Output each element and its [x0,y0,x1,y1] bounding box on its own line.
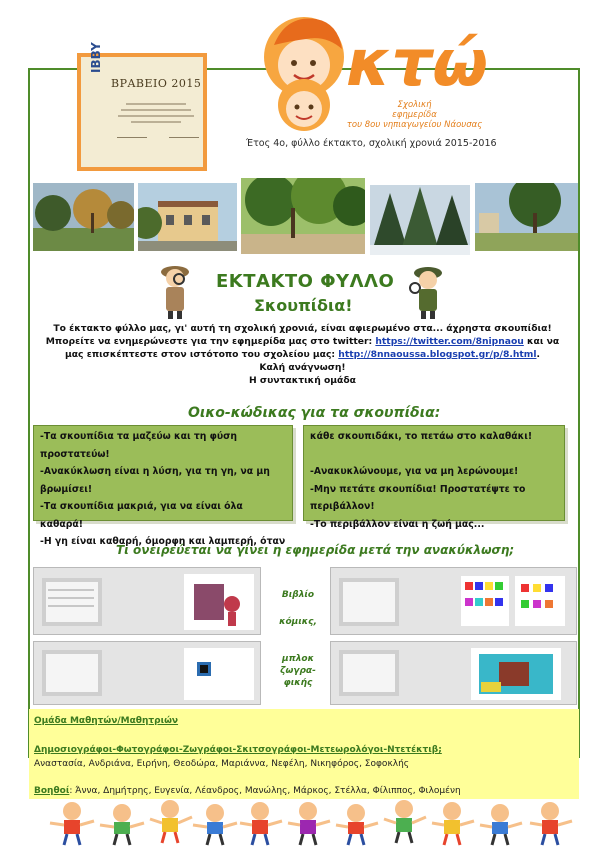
issue-line: Έτος 4ο, φύλλο έκτακτο, σχολική χρονιά 2015-2016 [246,138,497,149]
intro-text [40,322,565,387]
label-sketch-1: μπλοκ [281,654,314,664]
logo-subtitle [332,100,497,130]
kid-figure-6 [288,802,330,845]
intro-line-2-text: Μπορείτε να ενημερώνεστε για την εφημερίδα μας στο twitter: [45,336,376,347]
photo-school-yard [475,183,578,251]
kid-figure-7 [336,804,378,845]
logo-subtitle-line-3: του 8ου νηπιαγωγείου Νάουσας [346,120,483,130]
eco-code-right-box [303,425,565,530]
team-roles: Δημοσιογράφοι-Φωτογράφοι-Ζωγράφοι-Σκιτσογράφοι-Μετεωρολόγοι-Ντετέκτιβ; [34,745,442,755]
eco-left-line-3: -Ανακύκλωση είναι η λύση, για τη γη, να μη [40,466,270,477]
dream-heading: Τι ονειρεύεται να γίνει η εφημερίδα μετά την ανακύκλωση; [116,543,515,557]
eco-left-line-4: βρωμίσει! [40,483,93,495]
intro-line-3-text: μας επισκέπτεστε στον ιστότοπο του σχολείου μας: [64,349,339,360]
detective-boy-icon [158,262,192,320]
intro-line-3-tail: . [536,349,541,360]
svg-text:κτώ: κτώ [346,27,488,101]
eco-left-line-1: -Τα σκουπίδια τα μαζεύω και τη φύση [40,431,238,442]
award-text-lines [116,99,196,127]
logo-subtitle-line-1: Σχολική [397,100,432,110]
photo-snowy-firs [370,185,470,255]
kid-figure-11 [530,802,572,845]
eco-right-line-5: περιβάλλον! [310,501,375,512]
eco-right-line-4: -Μην πετάτε σκουπίδια! Προστατέψτε το [310,483,526,495]
twitter-link[interactable]: https://twitter.com/8nipnaou [375,336,524,347]
helpers-label: Βοηθοί [34,786,70,796]
photo-yard-autumn [33,183,134,251]
label-book: Βιβλίο [281,590,315,600]
logo-subtitle-line-2: εφημερίδα [392,110,437,120]
detective-girl-icon [406,264,446,320]
drawing-comics [330,567,577,635]
photo-playground-trees [241,178,365,254]
intro-line-3 [40,348,565,361]
label-sketch-3: φικής [283,678,313,688]
kid-figure-9 [432,802,474,845]
photo-school-building [138,183,237,251]
award-signatures [117,137,199,138]
eco-left-line-6: -Η γη είναι καθαρή, όμορφη και λαμπερή, όταν [40,536,286,547]
intro-line-5: Η συντακτική ομάδα [249,375,356,386]
eco-right-line-6: -Το περιβάλλον είναι η ζωή μας... [310,518,485,530]
eco-right-line-2 [310,446,558,464]
eco-code-heading: Οικο-κώδικας για τα σκουπίδια: [188,405,441,421]
intro-line-2-tail: και να [523,336,560,347]
intro-line-1: Το έκτακτο φύλλο μας, γι' αυτή τη σχολική χρονιά, είναι αφιερωμένο στα... άχρηστα σκουπίδια! [53,323,552,334]
drawing-book-1 [33,567,261,635]
drawing-sketchbook [330,641,577,705]
kid-figure-8 [384,800,426,843]
eco-left-line-5: -Τα σκουπίδια μακριά, για να είναι όλα καθαρά! [40,501,243,530]
intro-line-2 [40,335,565,348]
kid-figure-2 [100,804,144,845]
school-site-link[interactable]: http://8nnaoussa.blogspot.gr/p/8.html [338,349,537,360]
kid-figure-4 [193,804,237,845]
team-title: Ομάδα Μαθητών/Μαθητριών [34,716,179,726]
award-title: ΒΡΑΒΕΙΟ 2015 [111,77,202,90]
trash-heading: Σκουπίδια! [254,296,353,315]
eco-left-line-2: προστατεύω! [40,448,110,460]
kid-figure-10 [480,804,522,845]
helpers-names: : Άννα, Δημήτρης, Ευγενία, Λέανδρος, Μανώλης, Μάρκος, Στέλλα, Φίλιππος, Φιλομένη [69,786,461,796]
team-names: Αναστασία, Ανδριάνα, Ειρήνη, Θεοδώρα, Μαριάννα, Νεφέλη, Νικηφόρος, Σοφοκλής [34,759,410,769]
kid-figure-5 [240,802,282,845]
eco-code-left-box [33,425,293,547]
kids-border-illustration [10,795,600,847]
eco-right-line-1: κάθε σκουπιδάκι, το πετάω στο καλαθάκι! [310,431,533,442]
drawing-book-2 [33,641,261,705]
special-issue-heading: ΕΚΤΑΚΤΟ ΦΥΛΛΟ [216,271,395,292]
label-sketch-2: ζωγρα- [280,666,316,676]
label-comics: κόμικς, [279,617,317,627]
kid-figure-1 [50,802,94,845]
intro-line-4: Καλή ανάγνωση! [259,362,346,373]
eco-right-line-3: -Ανακυκλώνουμε, για να μη λερώνουμε! [310,466,519,477]
kid-figure-3 [150,800,192,843]
award-certificate [77,42,207,171]
award-org: IBBY [89,42,103,73]
